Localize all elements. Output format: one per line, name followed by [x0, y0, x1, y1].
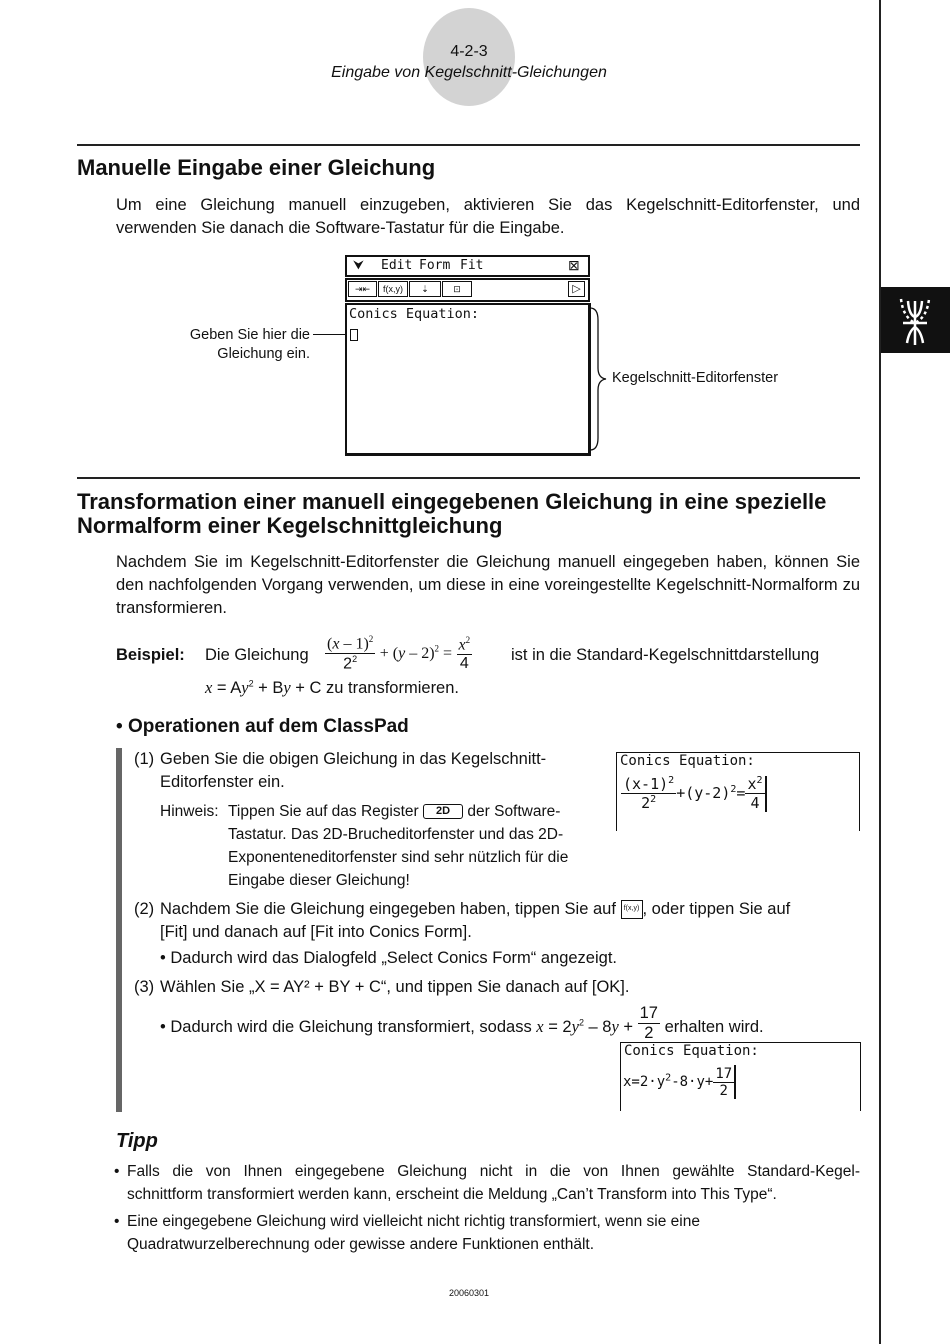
tip-bullet-1 — [127, 1160, 860, 1206]
step-1-number: (1) — [134, 750, 155, 768]
section-divider-2 — [77, 477, 860, 479]
section-heading: Manuelle Eingabe einer Gleichung — [77, 155, 436, 180]
toolbar-button-1[interactable]: ⇥⇤ — [348, 281, 377, 297]
equation-label: Conics Equation: — [349, 306, 480, 322]
operations-heading-text: Operationen auf dem ClassPad — [127, 716, 409, 737]
example-text-before: Die Gleichung — [205, 646, 309, 664]
example-line2: $x = Ay^2 + By + C$ zu transformieren. — [205, 678, 459, 697]
toolbar — [345, 278, 590, 302]
screen-transformed-equation — [620, 1042, 861, 1111]
tip-bullet-1-line2: schnittform transformiert werden kann, erscheint die Meldung „Can’t Transform into This Type“. — [127, 1186, 777, 1203]
example-text-after: ist in die Standard-Kegelschnittdarstellung — [511, 646, 820, 664]
section-divider — [77, 144, 860, 146]
tip-bullet-2 — [127, 1210, 860, 1256]
page-header-title: Eingabe von Kegelschnitt-Gleichungen — [331, 64, 607, 81]
input-cursor[interactable] — [350, 328, 358, 346]
toolbar-button-4[interactable]: ⊡ — [442, 281, 472, 297]
conics-editor-window — [345, 303, 591, 456]
hint-line3: Exponenteneditorfenster sind sehr nützlich für die — [228, 849, 569, 866]
screen-input-equation — [616, 752, 860, 831]
tip-bullet-2-marker: • — [114, 1213, 120, 1230]
operations-heading: • Operationen auf dem ClassPad — [116, 716, 409, 737]
step-1 — [134, 748, 154, 771]
menu-edit[interactable]: Edit — [381, 258, 413, 273]
step-3-text: Wählen Sie „X = AY² + BY + C“, und tippen Sie danach auf [OK]. — [160, 978, 630, 996]
example-line2-suffix: zu transformieren. — [326, 679, 459, 697]
tip-bullet-1-marker: • — [114, 1163, 120, 1180]
tip-bullet-1-line1: Falls die von Ihnen eingegebene Gleichung nicht in die von Ihnen gewählte Standard-Kegel- — [127, 1163, 860, 1180]
hint-line4: Eingabe dieser Gleichung! — [228, 872, 410, 889]
step-2-number: (2) — [134, 900, 155, 918]
operations-side-bar — [116, 748, 122, 1112]
section-heading-2-line2: Normalform einer Kegelschnittgleichung — [77, 513, 503, 538]
step-1-line2: Editorfenster ein. — [160, 773, 285, 791]
step-2-bullet: • Dadurch wird das Dialogfeld „Select Conics Form“ angezeigt. — [160, 949, 617, 967]
menu-arrow-icon[interactable]: ⮟ — [353, 257, 365, 272]
menu-form[interactable]: Form — [419, 258, 451, 273]
menu-bar — [345, 255, 590, 277]
example-label: Beispiel: — [116, 646, 185, 664]
callout-input-line2: Gleichung ein. — [217, 346, 310, 362]
screen-3-equation: $x=2\cdot y^2-8\cdot y+$ $\frac{17}{2}$ — [623, 1065, 736, 1099]
callout-leader — [313, 334, 347, 335]
section-heading-2 — [77, 490, 867, 538]
section-heading-2-line1: Transformation einer manuell eingegebenen Gleichung in eine spezielle — [77, 489, 827, 514]
menu-fit[interactable]: Fit — [460, 258, 484, 273]
example-equation: $\frac{(x - 1)^2}{2^2}$ + (y – 2)$^2$ = $\frac{x^2}{4}$ — [327, 634, 471, 673]
hint-text — [228, 800, 608, 892]
screen-2-equation: $\frac{(x-1)^2}{2^2}$ $+(y-2)^2=$ $\frac{x^2}{4}$ — [621, 775, 767, 812]
step-2-text — [160, 898, 860, 944]
conics-app-icon — [881, 287, 950, 353]
section-intro-2: Nachdem Sie im Kegelschnitt-Editorfenster die Gleichung manuell eingegeben haben, können Sie den nachfolgenden Vorgang verwenden, um diese in eine voreingestellte Kegelschnitt-Normalform zu transformieren. — [116, 553, 860, 617]
chapter-tab — [881, 287, 950, 353]
hint-line1: Tippen Sie auf das Register 2D der Software- — [228, 803, 561, 820]
callout-input-line1: Geben Sie hier die — [189, 327, 310, 343]
callout-editor-window: Kegelschnitt-Editorfenster — [612, 370, 779, 386]
step-1-text — [160, 748, 610, 794]
step-2-line2: [Fit] und danach auf [Fit into Conics Form]. — [160, 923, 472, 941]
fit-conics-icon[interactable]: f(x,y) — [621, 900, 643, 919]
section-intro: Um eine Gleichung manuell einzugeben, aktivieren Sie das Kegelschnitt-Editorfenster, und verwenden Sie danach die Software-Tastatur für die Eingabe. — [116, 196, 860, 237]
2d-key-icon[interactable]: 2D — [423, 804, 463, 819]
tip-bullet-2-line2: Quadratwurzelberechnung oder gewisse andere Funktionen enthält. — [127, 1236, 595, 1253]
step-3-number: (3) — [134, 978, 155, 996]
step-3-bullet: • Dadurch wird die Gleichung transformiert, sodass $x = 2y^2 - 8y$ + $\frac{17}{2}$ erhalten wird. — [160, 1004, 764, 1042]
step-2-line1: Nachdem Sie die Gleichung eingegeben haben, tippen Sie auf f(x,y) , oder tippen Sie auf — [160, 900, 791, 918]
footer-code: 20060301 — [448, 1288, 490, 1298]
toolbar-button-3[interactable]: ⇣ — [409, 281, 441, 297]
tip-bullet-2-line1: Eine eingegebene Gleichung wird vielleicht nicht richtig transformiert, wenn sie eine — [127, 1213, 700, 1230]
screen-3-label: Conics Equation: — [624, 1043, 759, 1059]
screen-2-label: Conics Equation: — [620, 753, 755, 769]
hint-line2: Tastatur. Das 2D-Brucheditorfenster und das 2D- — [228, 826, 564, 843]
hint-label: Hinweis: — [160, 803, 219, 820]
toolbar-scroll-icon[interactable]: ▷ — [568, 281, 585, 297]
section-number: 4-2-3 — [450, 43, 488, 60]
callout-input — [170, 326, 310, 364]
toolbar-button-2[interactable]: f(x,y) — [378, 281, 408, 297]
close-icon[interactable]: ⊠ — [568, 257, 580, 273]
step-1-line1: Geben Sie die obigen Gleichung in das Kegelschnitt- — [160, 750, 547, 768]
page-edge-rule — [879, 0, 881, 1344]
tip-heading: Tipp — [116, 1130, 158, 1152]
brace-icon — [588, 306, 608, 452]
